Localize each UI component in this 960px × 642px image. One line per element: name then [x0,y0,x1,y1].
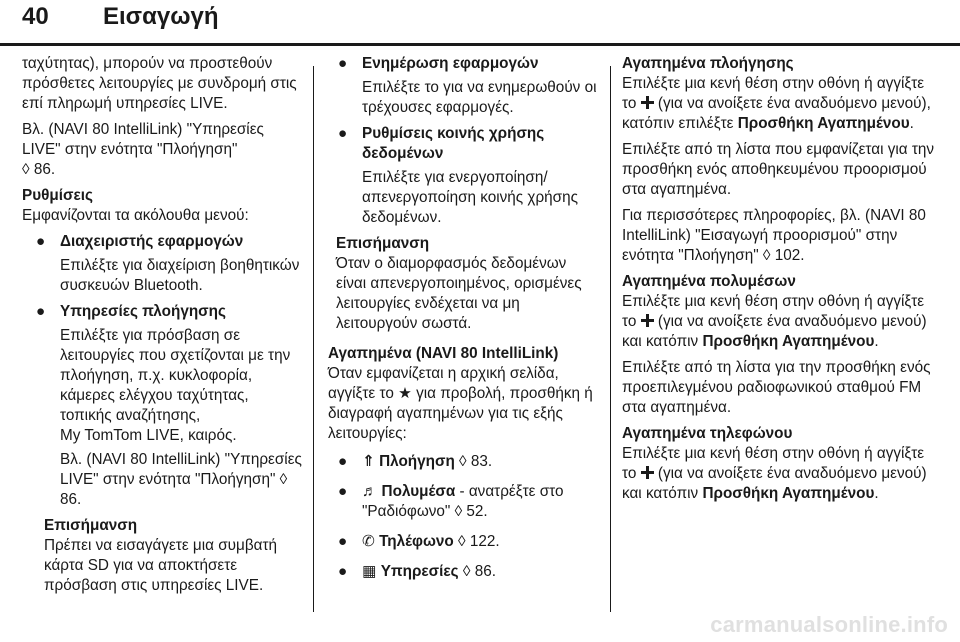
media-icon: ♬ [362,483,378,500]
bullet-icon: ● [338,55,348,72]
page-number: 40 [22,3,49,30]
list-item [338,532,598,552]
header-rule [0,43,960,46]
item-label: Υπηρεσίες [380,563,459,580]
note-text: Πρέπει να εισαγάγετε μια συμβατή κάρτα SD για να αποκτήσετε πρόσβαση στις υπηρεσίες LIVE. [44,537,278,594]
list-item [338,124,598,228]
item-label: Πολυμέσα [381,483,456,500]
section-heading: Αγαπημένα πλοήγησης [622,55,794,72]
paragraph: Επιλέξτε μια κενή θέση στην οθόνη ή αγγίξτε το (για να ανοίξετε ένα αναδυόμενο μενού) και κατόπιν Προσθήκη Αγαπημένου. [622,445,927,502]
column-3 [622,54,940,510]
list-item [338,562,598,582]
paragraph: Όταν εμφανίζεται η αρχική σελίδα, αγγίξτε το ★ για προβολή, προσθήκη ή διαγραφή αγαπημένων για τις εξής λειτουργίες: [328,365,593,442]
item-title: Ρυθμίσεις κοινής χρήσης δεδομένων [362,125,545,162]
plus-icon [641,466,654,479]
item-label: Πλοήγηση [379,453,455,470]
ref-arrow-icon: ◊ [462,563,471,580]
ref-arrow-icon: ◊ [454,503,463,520]
bullet-icon: ● [36,233,46,250]
ref-arrow-icon: ◊ [459,453,467,470]
list-item [36,232,302,296]
page-ref[interactable]: 122. [469,533,500,550]
page-ref[interactable]: 86. [60,491,82,508]
paragraph: ταχύτητας), μπορούν να προστεθούν πρόσθετες λειτουργίες με συνδρομή στις επί πληρωμή υπηρεσίες LIVE. [22,55,297,112]
page-header [0,0,960,50]
paragraph: Επιλέξτε μια κενή θέση στην οθόνη ή αγγίξτε το (για να ανοίξετε ένα αναδυόμενο μενού) και κατόπιν Προσθήκη Αγαπημένου. [622,293,927,350]
section-heading: Ρυθμίσεις [22,187,93,204]
paragraph: Για περισσότερες πληροφορίες, βλ. (NAVI 80 IntelliLink) "Εισαγωγή προορισμού" στην ενότητα "Πλοήγηση" ◊ 102. [622,207,926,264]
column-1 [22,54,302,596]
item-desc: Επιλέξτε για διαχείριση βοηθητικών συσκευών Bluetooth. [60,257,300,294]
item-desc: Επιλέξτε για πρόσβαση σε λειτουργίες που σχετίζονται με την πλοήγηση, π.χ. κυκλοφορία, κάμερες ελέγχου ταχύτητας, τοπικής αναζήτησης, [60,327,291,424]
page-title: Εισαγωγή [103,3,219,30]
page-ref[interactable]: 52. [466,503,488,520]
page-ref[interactable]: 83. [470,453,493,470]
note-heading: Επισήμανση [44,517,138,534]
note-heading: Επισήμανση [336,235,430,252]
item-desc: Επιλέξτε το για να ενημερωθούν οι τρέχουσες εφαρμογές. [362,79,597,116]
item-title: Υπηρεσίες πλοήγησης [60,303,226,320]
bullet-icon: ● [338,483,348,500]
ref-arrow-icon: ◊ [458,533,466,550]
list-item [338,482,598,522]
paragraph: Επιλέξτε μια κενή θέση στην οθόνη ή αγγίξτε το (για να ανοίξετε ένα αναδυόμενο μενού), κατόπιν επιλέξτε Προσθήκη Αγαπημένου. [622,75,931,132]
list-item [338,452,598,472]
bullet-icon: ● [36,303,46,320]
page-ref[interactable]: 86. [474,563,496,580]
section-heading: Αγαπημένα (NAVI 80 IntelliLink) [328,345,559,362]
paragraph: Επιλέξτε από τη λίστα για την προσθήκη ενός προεπιλεγμένου ραδιοφωνικού σταθμού FM στα αγαπημένα. [622,359,931,416]
plus-icon [641,314,654,327]
section-heading: Αγαπημένα τηλεφώνου [622,425,793,442]
section-heading: Αγαπημένα πολυμέσων [622,273,796,290]
list-item [36,302,302,510]
item-title: Ενημέρωση εφαρμογών [362,55,539,72]
item-desc: Βλ. (NAVI 80 IntelliLink) "Υπηρεσίες LIVE" στην ενότητα "Πλοήγηση" ◊ 86. [60,451,302,508]
list-item [338,54,598,118]
star-icon: ★ [398,385,412,402]
action-label: Προσθήκη Αγαπημένου [737,115,910,132]
services-icon: ▦ [362,563,377,580]
bullet-icon: ● [338,125,348,142]
bullet-icon: ● [338,533,348,550]
note [336,234,598,334]
action-label: Προσθήκη Αγαπημένου [702,485,875,502]
column-divider-1 [313,66,314,612]
bullet-icon: ● [338,563,348,580]
column-2 [328,54,598,588]
note [44,516,302,596]
item-desc: My TomTom LIVE, καιρός. [60,427,237,444]
plus-icon [641,96,654,109]
action-label: Προσθήκη Αγαπημένου [702,333,875,350]
paragraph: Εμφανίζονται τα ακόλουθα μενού: [22,207,249,224]
paragraph: Επιλέξτε από τη λίστα που εμφανίζεται για την προσθήκη ενός αποθηκευμένου προορισμού στα αγαπημένα. [622,141,935,198]
column-divider-2 [610,66,611,612]
page-ref[interactable]: 86. [33,161,56,178]
note-text: Όταν ο διαμορφασμός δεδομένων είναι απενεργοποιημένος, ορισμένες λειτουργίες ενδέχεται να μη λειτουργούν σωστά. [336,255,582,332]
ref-arrow-icon: ◊ [279,471,288,488]
item-label: Τηλέφωνο [379,533,454,550]
navigation-icon: ⇑ [362,453,375,470]
ref-arrow-icon: ◊ [762,247,771,264]
item-title: Διαχειριστής εφαρμογών [60,233,244,250]
watermark: carmanualsonline.info [710,612,948,637]
page-ref[interactable]: 102. [774,247,805,264]
ref-arrow-icon: ◊ [22,161,30,178]
bullet-icon: ● [338,453,348,470]
item-desc: - ανατρέξτε στο "Ραδιόφωνο" [362,483,564,520]
paragraph: Βλ. (NAVI 80 IntelliLink) "Υπηρεσίες LIVE" στην ενότητα "Πλοήγηση" ◊ 86. [22,121,264,178]
phone-icon: ✆ [362,533,375,550]
item-desc: Επιλέξτε για ενεργοποίηση/ απενεργοποίηση κοινής χρήσης δεδομένων. [362,169,578,226]
